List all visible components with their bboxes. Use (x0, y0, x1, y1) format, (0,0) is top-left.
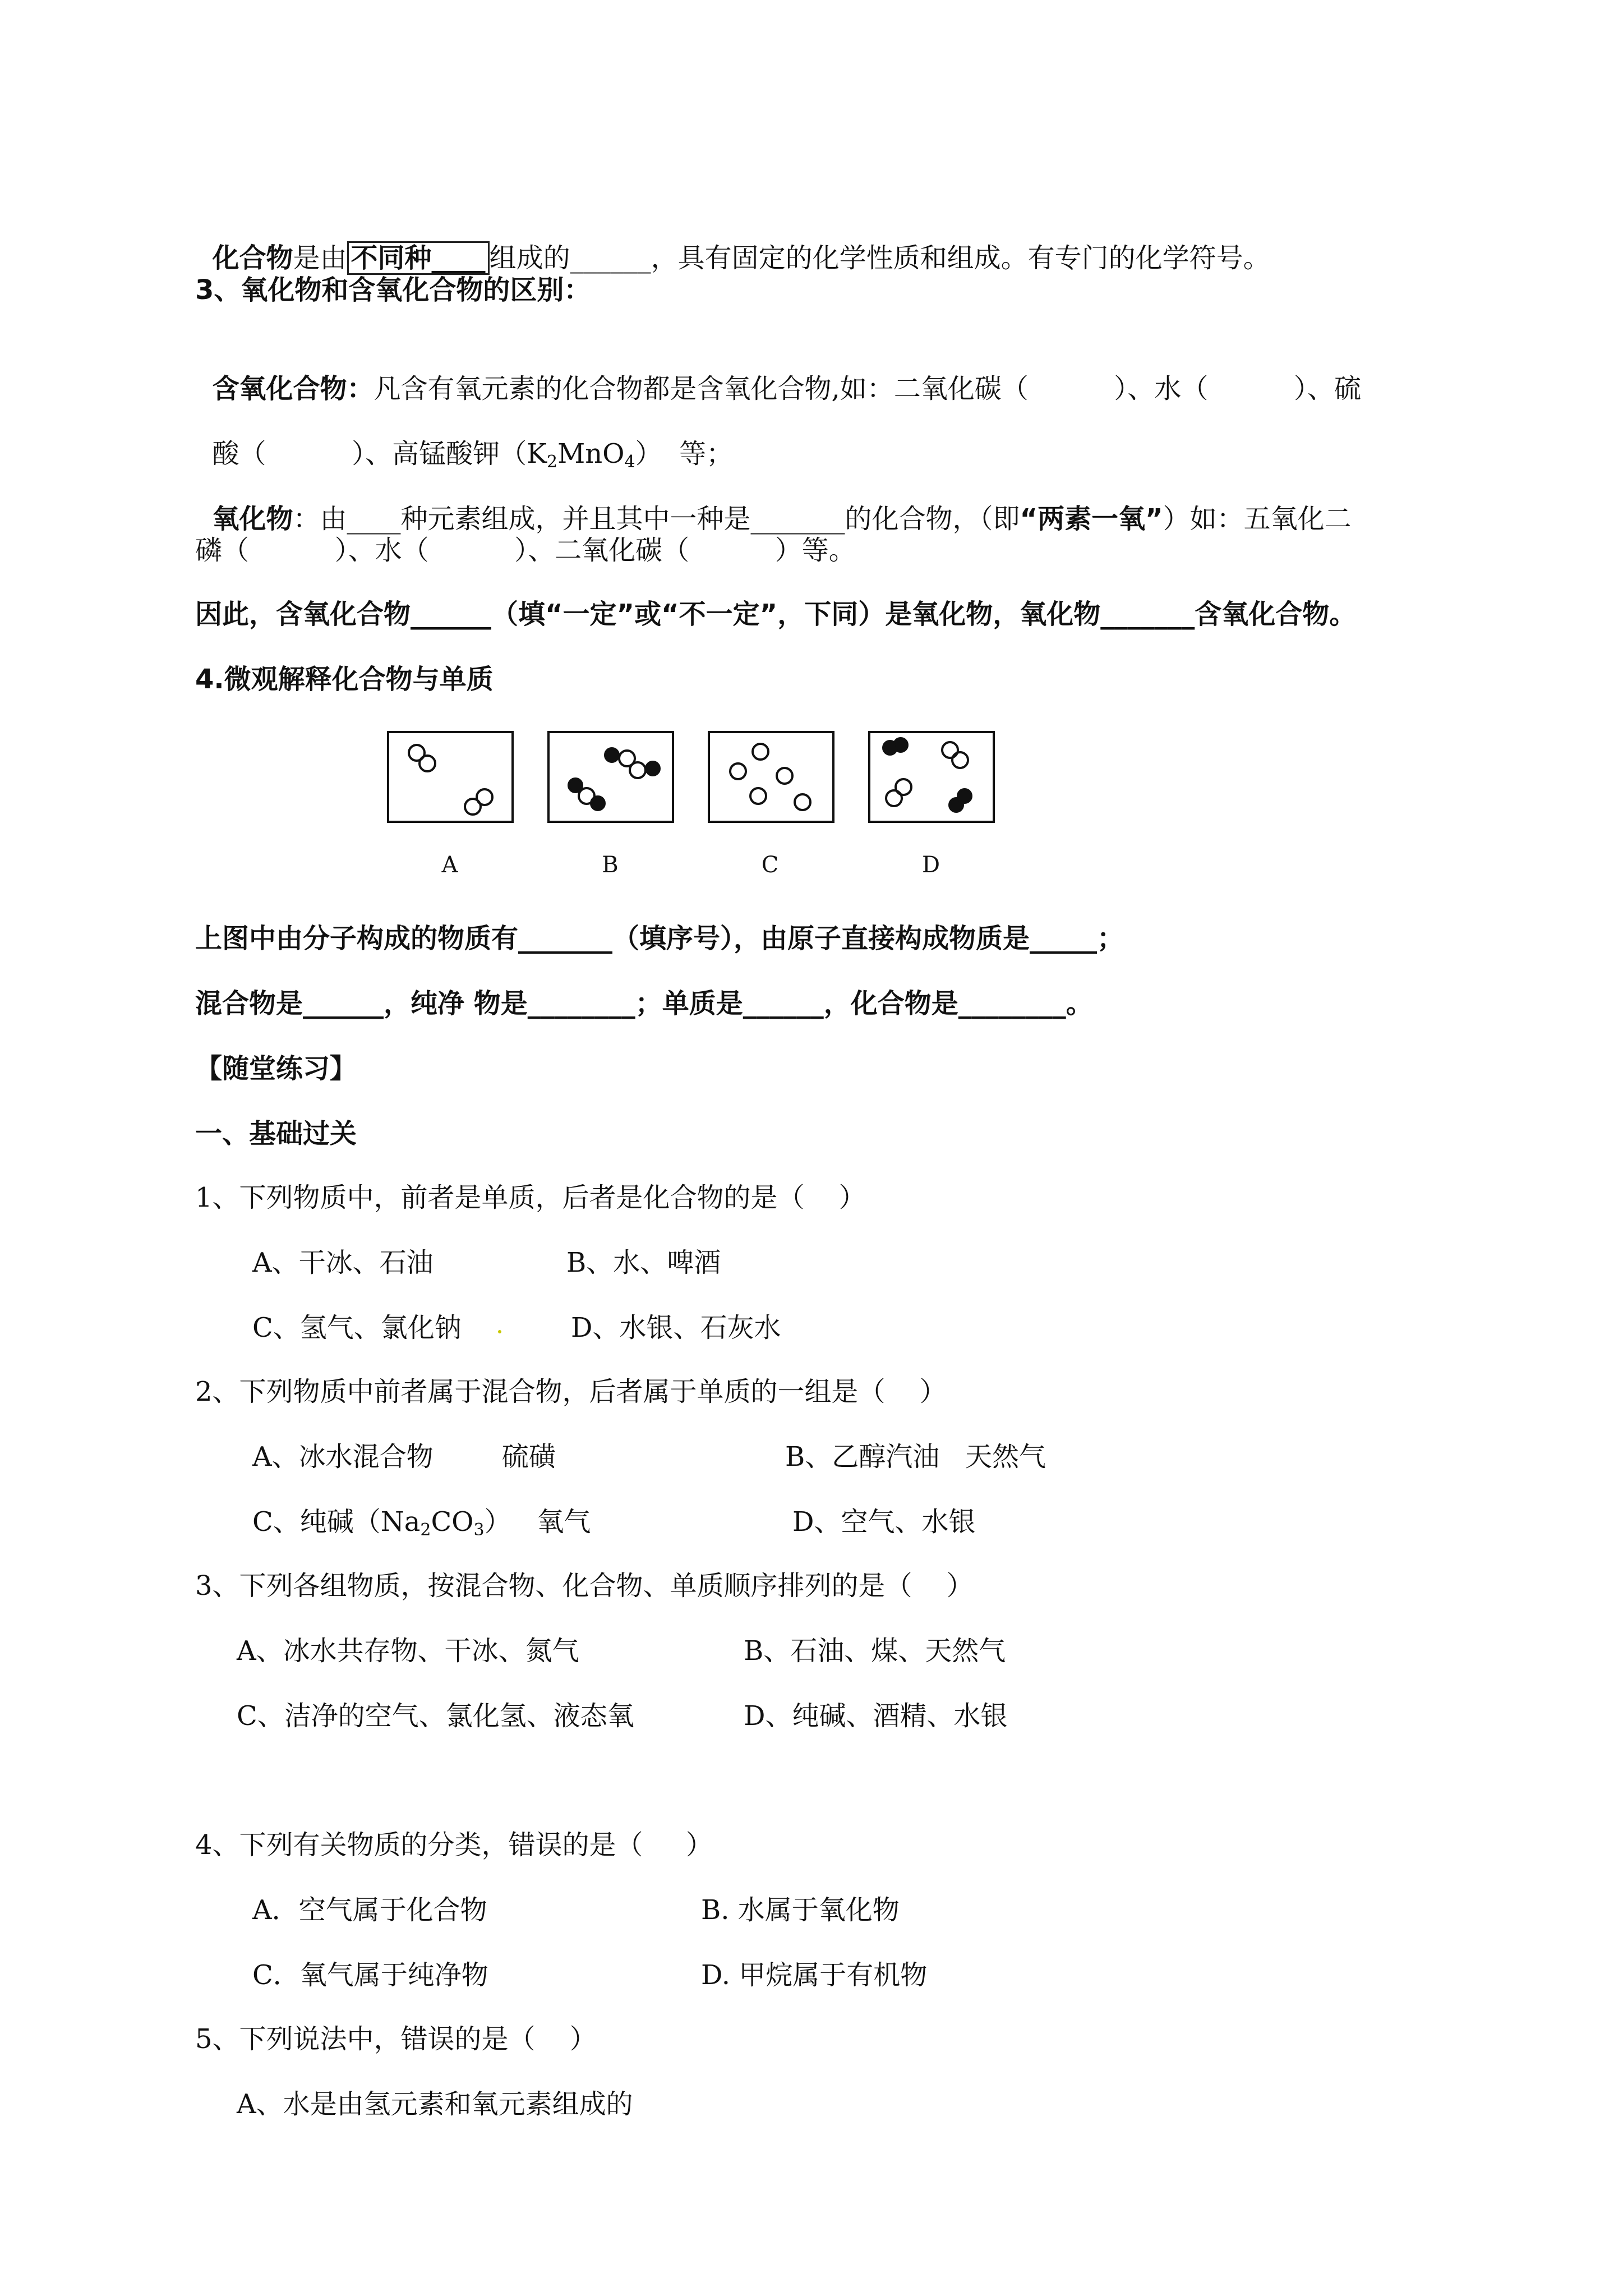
question-2: 2、下列物质中前者属于混合物，后者属于单质的一组是（ ） (195, 1376, 947, 1407)
section4-heading: 4.微观解释化合物与单质 (195, 664, 494, 695)
subscript: 3 (473, 1520, 485, 1540)
molecule-diagram (381, 726, 1009, 884)
atom-white (750, 788, 766, 804)
q4-option-d: D. 甲烷属于有机物 (701, 1959, 928, 1991)
label-b: B (602, 852, 619, 878)
section3-heading: 3、氧化物和含氧化合物的区别： (195, 274, 591, 306)
compound-answer-box: 不同种____ (347, 241, 490, 275)
label-d: D (921, 852, 940, 878)
compound-rest: 组成的______，具有固定的化学性质和组成。有专门的化学符号。 (489, 242, 1270, 274)
box-a (388, 732, 513, 822)
atom-white (630, 762, 645, 778)
q2-option-d: D、空气、水银 (792, 1506, 976, 1538)
atom-white (477, 789, 492, 805)
q3-option-d: D、纯碱、酒精、水银 (744, 1700, 1008, 1732)
box-c (709, 732, 833, 822)
question-4: 4、下列有关物质的分类，错误的是（ ） (195, 1829, 713, 1861)
question-5: 5、下列说法中，错误的是（ ） (195, 2023, 597, 2055)
q1-option-a: A、干冰、石油 (252, 1247, 434, 1278)
q2-option-a: A、冰水混合物 硫磺 (252, 1441, 556, 1473)
oxy-compound-text1: 凡含有氧元素的化合物都是含氧化合物,如：二氧化碳（ ）、水（ ）、硫 (374, 373, 1361, 404)
oxide-line2: 磷（ ）、水（ ）、二氧化碳（ ）等。 (195, 535, 856, 566)
figure-question1: 上图中由分子构成的物质有_______（填序号），由原子直接构成物质是_____； (195, 923, 1124, 954)
oxy-compound-line1 (195, 338, 1361, 406)
subscript: 2 (546, 452, 558, 472)
question-3: 3、下列各组物质，按混合物、化合物、单质顺序排列的是（ ） (195, 1570, 974, 1602)
atom-white (952, 752, 968, 768)
q3-option-a: A、冰水共存物、干冰、氮气 (237, 1635, 579, 1667)
compound-mid: 是由 (293, 242, 347, 274)
q3-option-c: C、洁净的空气、氯化氢、液态氧 (237, 1700, 634, 1732)
atom-white (777, 768, 792, 784)
atom-white (942, 742, 958, 758)
atom-white (795, 794, 810, 810)
compound-term: 化合物 (212, 242, 293, 274)
oxy-compound-label: 含氧化合物： (212, 373, 374, 404)
figure-question2: 混合物是______，纯净 物是________；单质是______，化合物是________。 (195, 988, 1093, 1019)
q4-option-a: A．空气属于化合物 (252, 1894, 487, 1926)
label-c: C (761, 852, 779, 878)
q1-option-c: C、氢气、氯化钠 (252, 1312, 462, 1343)
atom-black (646, 762, 660, 775)
q1-option-d: D、水银、石灰水 (571, 1312, 781, 1343)
box-b (548, 732, 673, 822)
atom-black (894, 738, 907, 752)
q2-option-c (252, 1505, 591, 1547)
compound-definition (195, 208, 1270, 275)
q2-option-b: B、乙醇汽油 天然气 (785, 1441, 1046, 1473)
atom-white (419, 756, 435, 771)
q4-option-c: C．氧气属于纯净物 (252, 1959, 488, 1991)
atom-white (753, 744, 768, 760)
oxide-line1 (195, 468, 1352, 536)
atom-black (605, 748, 619, 762)
conclusion-line: 因此，含氧化合物______（填“一定”或“不一定”，下同）是氧化物，氧化物_______含氧化合物。 (195, 599, 1357, 630)
q1-option-b: B、水、啤酒 (566, 1247, 721, 1278)
q3-option-b: B、石油、煤、天然气 (744, 1635, 1006, 1667)
molecule-figure (381, 726, 1009, 890)
q2-option-c-tail: ） 氧气 (484, 1506, 591, 1538)
q2-option-c-rest: CO (431, 1506, 474, 1538)
atom-white (896, 779, 911, 795)
practice-subheading: 一、基础过关 (195, 1118, 357, 1149)
atom-white (730, 763, 746, 779)
q4-option-b: B. 水属于氧化物 (701, 1894, 900, 1926)
oxide-label: 氧化物 (212, 503, 293, 535)
stray-dot (498, 1330, 501, 1333)
practice-heading: 【随堂练习】 (195, 1053, 357, 1084)
oxy-compound-line2 (195, 403, 733, 479)
atom-black (591, 797, 605, 810)
oxide-text1b: ）如：五氧化二 (1163, 503, 1352, 535)
question-1: 1、下列物质中，前者是单质，后者是化合物的是（ ） (195, 1182, 866, 1213)
oxy-compound-text2c: ） 等； (635, 438, 734, 470)
oxy-compound-text2a: 酸（ ）、高锰酸钾（K (212, 438, 547, 470)
label-a: A (441, 852, 458, 878)
q5-option-a: A、水是由氢元素和氧元素组成的 (237, 2088, 633, 2120)
oxide-quote: “两素一氧” (1020, 503, 1163, 535)
subscript: 2 (420, 1520, 431, 1540)
atom-black (958, 789, 971, 803)
subscript: 4 (624, 452, 635, 472)
q2-option-c-text: C、纯碱（Na (252, 1506, 421, 1538)
oxy-compound-text2b: MnO (557, 438, 625, 470)
oxide-text1a: ：由____种元素组成，并且其中一种是_______的化合物，（即 (293, 503, 1020, 535)
